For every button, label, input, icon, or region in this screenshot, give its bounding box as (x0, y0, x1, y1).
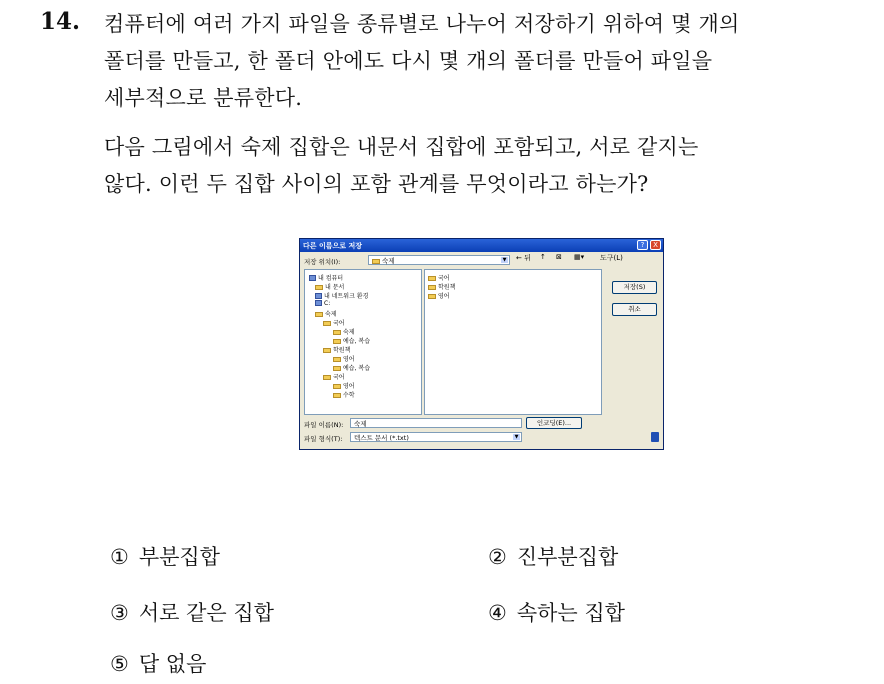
save-button[interactable]: 저장(S) (612, 281, 657, 294)
folder-icon (428, 276, 436, 281)
tree-item[interactable]: 숙제 (333, 327, 355, 336)
help-book-icon (651, 432, 659, 442)
choice-1[interactable]: ① 부분집합 (110, 545, 220, 569)
folder-icon (372, 259, 380, 264)
network-icon (315, 293, 322, 299)
folder-icon (333, 366, 341, 371)
folder-icon (323, 321, 331, 326)
tools-menu[interactable]: 도구(L) (600, 254, 623, 262)
tree-item[interactable]: 숙제 (315, 309, 337, 318)
tree-item[interactable]: 예습, 복습 (333, 363, 370, 372)
tree-item[interactable]: 내 문서 (315, 282, 344, 291)
encoding-button[interactable]: 인코딩(E)... (526, 417, 582, 429)
save-in-dropdown[interactable] (368, 255, 510, 265)
filetype-value: 텍스트 문서 (*.txt) (354, 434, 409, 442)
question-line: 컴퓨터에 여러 가지 파일을 종류별로 나누어 저장하기 위하여 몇 개의 (104, 12, 740, 36)
back-button[interactable]: ← 뒤 (516, 254, 531, 262)
choice-4[interactable]: ④ 속하는 집합 (488, 601, 625, 625)
question-line: 다음 그림에서 숙제 집합은 내문서 집합에 포함되고, 서로 같지는 (104, 135, 699, 159)
views-button[interactable]: ▦▾ (574, 253, 585, 261)
folder-icon (333, 330, 341, 335)
question-line: 폴더를 만들고, 한 폴더 안에도 다시 몇 개의 폴더를 만들어 파일을 (104, 49, 713, 73)
tree-item[interactable]: 내 네트워크 환경 (315, 291, 368, 300)
folder-icon (428, 285, 436, 290)
question-line: 않다. 이런 두 집합 사이의 포함 관계를 무엇이라고 하는가? (104, 172, 649, 196)
tree-item[interactable]: 국어 (323, 372, 345, 381)
dialog-titlebar (300, 239, 663, 252)
tree-item[interactable]: 수학 (333, 390, 355, 399)
folder-icon (333, 384, 341, 389)
up-folder-button[interactable]: ↑ (540, 253, 546, 261)
question-line: 세부적으로 분류한다. (104, 86, 303, 110)
tree-item[interactable]: C: (315, 300, 330, 307)
folder-icon (315, 285, 323, 290)
list-item[interactable]: 영어 (428, 291, 450, 300)
filetype-label: 파일 형식(T): (304, 435, 343, 443)
filename-field[interactable] (350, 418, 522, 428)
filename-value: 숙제 (354, 420, 367, 428)
save-in-label: 저장 위치(I): (304, 258, 341, 266)
delete-button[interactable]: ⊠ (556, 253, 562, 261)
folder-icon (333, 357, 341, 362)
drive-icon (315, 300, 322, 306)
choice-2[interactable]: ② 진부분집합 (488, 545, 619, 569)
save-as-dialog (299, 238, 664, 450)
close-icon[interactable]: X (650, 240, 661, 250)
dialog-title: 다른 이름으로 저장 (303, 242, 362, 250)
folder-icon (333, 339, 341, 344)
folder-icon (315, 312, 323, 317)
tree-item[interactable]: 영어 (333, 354, 355, 363)
help-icon[interactable]: ? (637, 240, 648, 250)
list-item[interactable]: 학원책 (428, 282, 455, 291)
folder-tree[interactable] (304, 269, 422, 415)
choice-5[interactable]: ⑤ 답 없음 (110, 652, 207, 676)
tree-item[interactable]: 예습, 복습 (333, 336, 370, 345)
folder-icon (323, 375, 331, 380)
cancel-button[interactable]: 취소 (612, 303, 657, 316)
tree-item[interactable]: 국어 (323, 318, 345, 327)
question-number: 14. (40, 8, 81, 35)
folder-icon (333, 393, 341, 398)
tree-item[interactable]: 영어 (333, 381, 355, 390)
tree-item[interactable]: 학원책 (323, 345, 350, 354)
file-list[interactable] (424, 269, 602, 415)
list-item[interactable]: 국어 (428, 273, 450, 282)
filename-label: 파일 이름(N): (304, 421, 344, 429)
filetype-dropdown[interactable] (350, 432, 522, 442)
choice-3[interactable]: ③ 서로 같은 집합 (110, 601, 274, 625)
folder-icon (323, 348, 331, 353)
chevron-down-icon: ▼ (514, 434, 519, 440)
save-in-value: 숙제 (372, 256, 395, 265)
folder-icon (428, 294, 436, 299)
tree-item[interactable]: 내 컴퓨터 (309, 273, 343, 282)
chevron-down-icon: ▼ (502, 257, 507, 263)
computer-icon (309, 275, 316, 281)
